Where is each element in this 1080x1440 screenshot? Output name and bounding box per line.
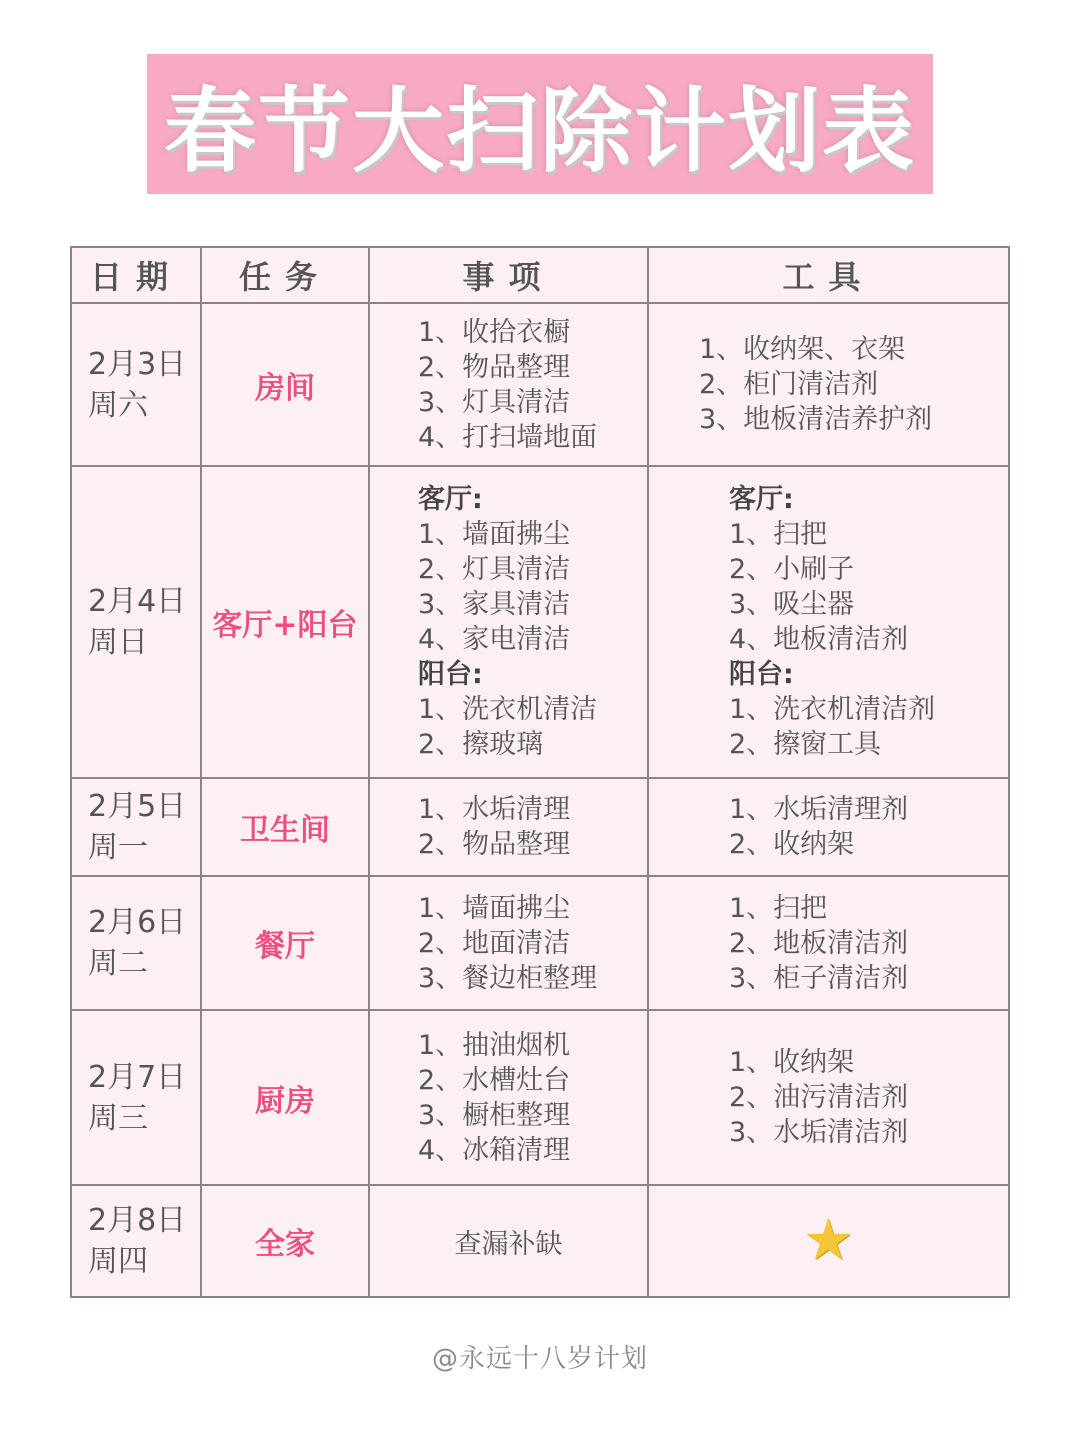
tools-cell <box>648 466 1009 778</box>
list-item: 2、地面清洁 <box>418 927 571 959</box>
footer-credit: @永远十八岁计划 <box>431 1344 648 1374</box>
list-item: 1、扫把 <box>729 519 828 550</box>
list-item: 2、小刷子 <box>729 554 855 585</box>
tools-cell <box>648 778 1009 876</box>
date-cell <box>71 303 201 466</box>
list-item: 1、水垢清理剂 <box>729 794 909 825</box>
weekday: 周日 <box>88 625 148 660</box>
items-cell <box>369 876 648 1010</box>
list-item: 2、水槽灶台 <box>418 1064 571 1096</box>
list-item: 1、收纳架、衣架 <box>699 334 906 365</box>
list-item: 4、打扫墙地面 <box>418 421 598 453</box>
date: 2月3日 <box>88 346 187 382</box>
list-item: 2、收纳架 <box>729 829 855 860</box>
task-cell: 厨房 <box>201 1010 369 1185</box>
list-item: 3、家具清洁 <box>418 589 571 620</box>
list-item: 2、油污清洁剂 <box>729 1082 909 1113</box>
items-cell <box>369 1010 648 1185</box>
table-row <box>71 1010 1009 1185</box>
list-item: 4、冰箱清理 <box>418 1134 571 1166</box>
task-cell: 房间 <box>201 303 369 466</box>
list-item: 2、物品整理 <box>418 829 571 860</box>
list-item: 3、水垢清洁剂 <box>729 1117 909 1148</box>
header-tools: 工具 <box>648 247 1009 303</box>
section-heading: 客厅: <box>418 484 483 515</box>
list-item: 1、洗衣机清洁剂 <box>729 694 936 725</box>
list-item: 3、灯具清洁 <box>418 386 571 418</box>
table-row <box>71 303 1009 466</box>
weekday: 周四 <box>88 1244 148 1279</box>
date: 2月4日 <box>88 584 187 619</box>
table-row <box>71 778 1009 876</box>
list-item: 1、扫把 <box>729 892 828 924</box>
table-header-row <box>71 247 1009 303</box>
weekday: 周六 <box>88 387 148 423</box>
date-cell <box>71 1010 201 1185</box>
header-task: 任务 <box>201 247 369 303</box>
list-item: 3、地板清洁养护剂 <box>699 404 933 435</box>
list-item: 1、墙面拂尘 <box>418 892 571 924</box>
items-cell <box>369 778 648 876</box>
tools-cell <box>648 1185 1009 1297</box>
list-item: 2、灯具清洁 <box>418 554 571 585</box>
section-heading: 客厅: <box>729 484 794 515</box>
date: 2月5日 <box>88 789 187 824</box>
tools-cell <box>648 303 1009 466</box>
date-cell <box>71 1185 201 1297</box>
date: 2月8日 <box>88 1203 187 1238</box>
date-cell <box>71 876 201 1010</box>
task-cell: 客厅+阳台 <box>201 466 369 778</box>
list-item: 2、擦窗工具 <box>729 729 882 760</box>
table-row <box>71 466 1009 778</box>
header-items: 事项 <box>369 247 648 303</box>
list-item: 3、柜子清洁剂 <box>729 962 909 994</box>
list-item: 1、洗衣机清洁 <box>418 694 598 725</box>
items-cell <box>369 303 648 466</box>
section-heading: 阳台: <box>418 659 483 690</box>
list-item: 1、抽油烟机 <box>418 1029 571 1061</box>
list-item: 3、餐边柜整理 <box>418 962 598 994</box>
list-item: 1、墙面拂尘 <box>418 519 571 550</box>
list-item: 1、收纳架 <box>729 1047 855 1078</box>
table-row <box>71 1185 1009 1297</box>
list-item: 2、擦玻璃 <box>418 729 544 760</box>
weekday: 周二 <box>88 946 148 981</box>
table-row <box>71 876 1009 1010</box>
tools-cell <box>648 1010 1009 1185</box>
title-banner <box>147 54 933 194</box>
task-cell: 全家 <box>201 1185 369 1297</box>
date-cell <box>71 778 201 876</box>
star-icon: ★ <box>803 1208 854 1273</box>
list-item: 2、地板清洁剂 <box>729 927 909 959</box>
weekday: 周一 <box>88 830 148 865</box>
list-item: 2、物品整理 <box>418 351 571 383</box>
items-cell: 查漏补缺 <box>369 1185 648 1297</box>
list-item: 2、柜门清洁剂 <box>699 369 879 400</box>
list-item: 1、收拾衣橱 <box>418 316 571 348</box>
list-item: 3、吸尘器 <box>729 589 855 620</box>
section-heading: 阳台: <box>729 659 794 690</box>
tools-cell <box>648 876 1009 1010</box>
date-cell <box>71 466 201 778</box>
date: 2月6日 <box>88 905 187 940</box>
list-item: 1、水垢清理 <box>418 794 571 825</box>
list-item: 3、橱柜整理 <box>418 1099 571 1131</box>
task-cell: 卫生间 <box>201 778 369 876</box>
weekday: 周三 <box>88 1100 148 1136</box>
task-cell: 餐厅 <box>201 876 369 1010</box>
cleaning-plan-table <box>70 246 1010 1298</box>
header-date: 日期 <box>71 247 201 303</box>
page-title: 春节大扫除计划表 <box>163 78 916 185</box>
date: 2月7日 <box>88 1059 187 1095</box>
list-item: 4、家电清洁 <box>418 624 571 655</box>
items-cell <box>369 466 648 778</box>
list-item: 4、地板清洁剂 <box>729 624 909 655</box>
